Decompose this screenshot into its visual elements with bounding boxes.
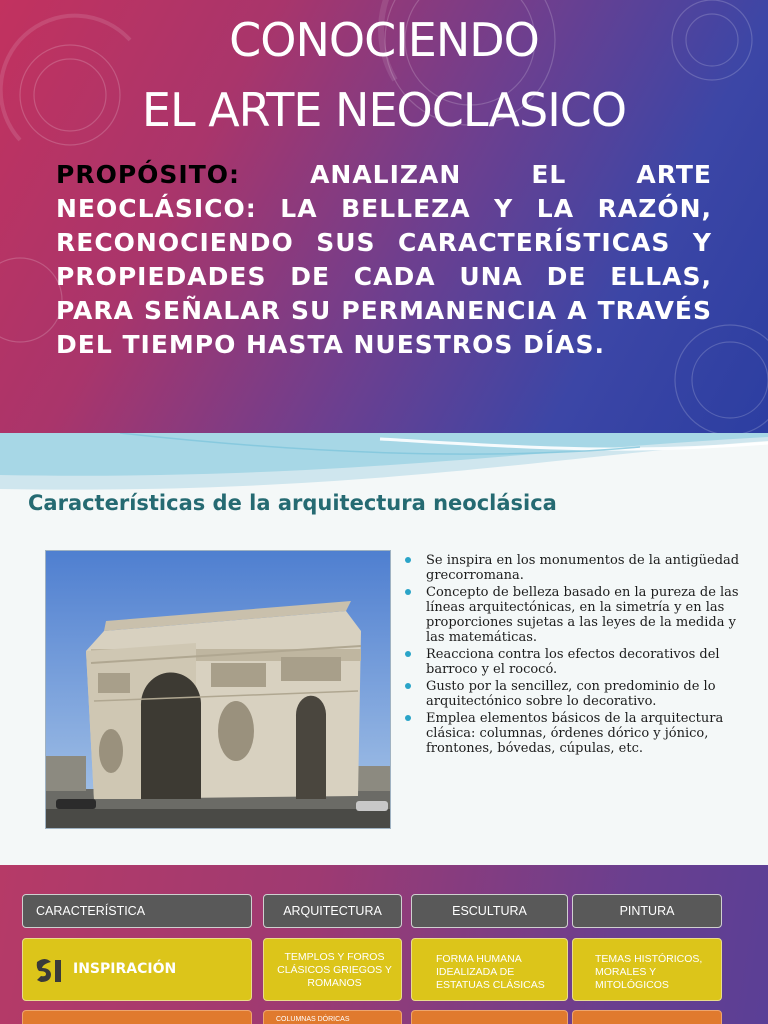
bullet-icon xyxy=(405,715,411,721)
list-item: Se inspira en los monumentos de la antigüedad grecorromana. xyxy=(402,553,742,583)
slide-title xyxy=(0,0,768,433)
header-arquitectura: ARQUITECTURA xyxy=(263,894,402,928)
cell-escultura-inspiracion: FORMA HUMANA IDEALIZADA DE ESTATUAS CLÁSICAS xyxy=(411,938,568,1001)
header-escultura: ESCULTURA xyxy=(411,894,568,928)
bullet-icon xyxy=(405,683,411,689)
purpose-paragraph xyxy=(56,158,712,362)
row-next-arquitectura: COLUMNAS DÓRICAS xyxy=(263,1010,402,1024)
arc-de-triomphe-photo xyxy=(45,550,391,829)
slide-comparison-table xyxy=(0,865,768,1024)
row-next-pintura xyxy=(572,1010,722,1024)
row-label-inspiracion xyxy=(22,938,252,1001)
bullet-icon xyxy=(405,557,411,563)
row-label-text: INSPIRACIÓN xyxy=(73,961,177,977)
row-next-escultura xyxy=(411,1010,568,1024)
cell-pintura-inspiracion: TEMAS HISTÓRICOS, MORALES Y MITOLÓGICOS xyxy=(572,938,722,1001)
list-item: Concepto de belleza basado en la pureza de las líneas arquitectónicas, en la simetría y en las proporciones sujetas a las leyes de la medida y las matemáticas. xyxy=(402,585,742,645)
characteristics-list xyxy=(402,553,742,758)
slide-title-line-2: EL ARTE NEOCLASICO xyxy=(141,83,627,137)
bullet-icon xyxy=(405,651,411,657)
arc-de-triomphe-illustration xyxy=(46,551,390,828)
row-next xyxy=(22,1010,252,1024)
cell-arquitectura-inspiracion: TEMPLOS Y FOROS CLÁSICOS GRIEGOS Y ROMANOS xyxy=(263,938,402,1001)
bullet-icon xyxy=(405,589,411,595)
slide-architecture xyxy=(0,433,768,865)
header-caracteristica: CARACTERÍSTICA xyxy=(22,894,252,928)
purpose-label: PROPÓSITO: xyxy=(56,160,241,189)
purpose-text: ANALIZAN EL ARTE NEOCLÁSICO: LA BELLEZA Y LA RAZÓN, RECONOCIENDO SUS CARACTERÍSTICAS Y PROPIEDADES DE CADA UNA DE ELLAS, PARA SEÑALAR SU PERMANENCIA A TRAVÉS DEL TIEMPO HASTA NUESTROS DÍAS. xyxy=(56,160,712,359)
slide-architecture-title: Características de la arquitectura neoclásica xyxy=(28,491,557,515)
list-item: Emplea elementos básicos de la arquitectura clásica: columnas, órdenes dórico y jónico, frontones, bóvedas, cúpulas, etc. xyxy=(402,711,742,756)
slide-title-line-1: CONOCIENDO xyxy=(229,13,539,67)
list-item: Reacciona contra los efectos decorativos del barroco y el rococó. xyxy=(402,647,742,677)
scribd-logo-icon xyxy=(33,956,67,984)
header-pintura: PINTURA xyxy=(572,894,722,928)
list-item: Gusto por la sencillez, con predominio de lo arquitectónico sobre lo decorativo. xyxy=(402,679,742,709)
